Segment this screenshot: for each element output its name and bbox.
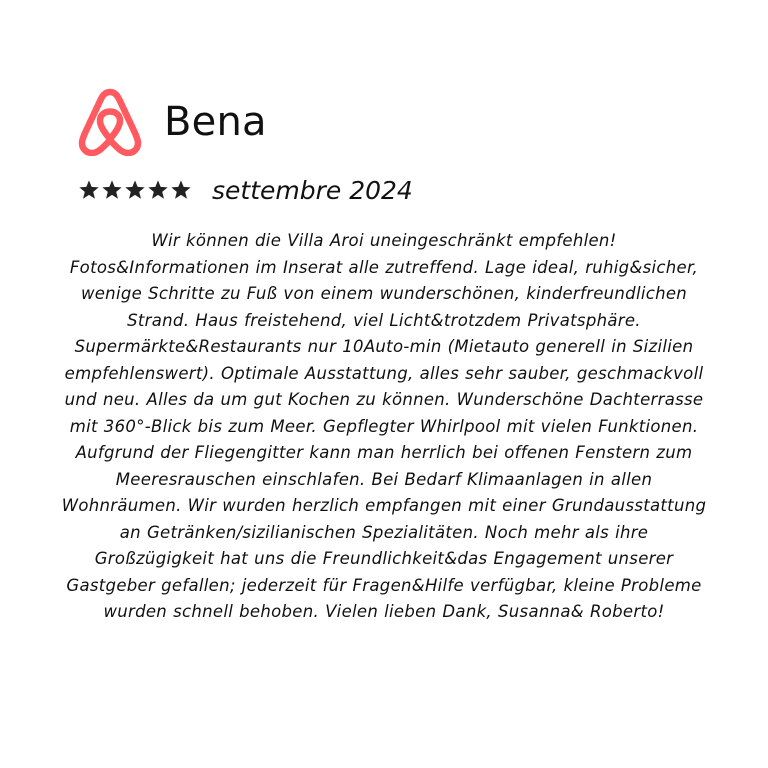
review-date: settembre 2024 (212, 175, 413, 205)
star-icon (101, 179, 123, 201)
star-icon (147, 179, 169, 201)
airbnb-logo-icon (78, 88, 142, 156)
star-icon (124, 179, 146, 201)
review-header (78, 88, 267, 156)
star-icon (170, 179, 192, 201)
review-text: Wir können die Villa Aroi uneingeschränkt empfehlen! Fotos&Informationen im Inserat alle zutreffend. Lage ideal, ruhig&sicher, wenige Schritte zu Fuß von einem wunderschönen, kinderfreundlichen Strand. Haus freistehend, viel Licht&trotzdem Privatsphäre. Supermärkte&Restaurants nur 10Auto-min (Mietauto generell in Sizilien empfehlenswert). Optimale Ausstattung, alles sehr sauber, geschmackvoll und neu. Alles da um gut Kochen zu können. Wunderschöne Dachterrasse mit 360°-Blick bis zum Meer. Gepflegter Whirlpool mit vielen Funktionen. Aufgrund der Fliegengitter kann man herrlich bei offenen Fenstern zum Meeresrauschen einschlafen. Bei Bedarf Klimaanlagen in allen Wohnräumen. Wir wurden herzlich empfangen mit einer Grundausstattung an Getränken/sizilianischen Spezialitäten. Noch mehr als ihre Großzügigkeit hat uns die Freundlichkeit&das Engagement unserer Gastgeber gefallen; jederzeit für Fragen&Hilfe verfügbar, kleine Probleme wurden schnell behoben. Vielen lieben Dank, Susanna& Roberto! (61, 231, 707, 621)
star-rating (78, 179, 192, 201)
reviewer-name: Bena (164, 99, 267, 145)
star-icon (78, 179, 100, 201)
review-meta (78, 170, 413, 210)
